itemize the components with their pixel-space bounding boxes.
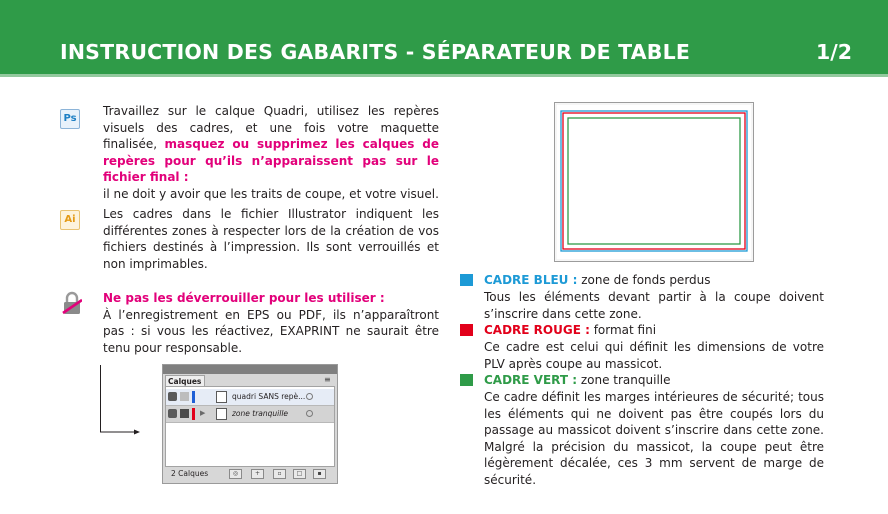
lock-toggle-icon[interactable] bbox=[180, 409, 189, 418]
red-swatch bbox=[460, 324, 473, 336]
warning-heading: Ne pas les déverrouiller pour les utiliser : bbox=[103, 291, 385, 305]
photoshop-instructions bbox=[103, 103, 439, 203]
lock-icon bbox=[62, 291, 82, 315]
layer-row[interactable] bbox=[166, 389, 334, 406]
green-desc: Ce cadre définit les marges intérieures de sécurité; tous les éléments qui ne doivent pas être coupés lors du passage au massicot doivent s’inscrire dans cette zone. Malgré la précision du massicot, la coupe peut être légèrement décalée, ces 3 mm servent de marge de sécurité. bbox=[484, 390, 824, 487]
photoshop-icon: Ps bbox=[60, 109, 80, 129]
layers-list bbox=[165, 386, 335, 467]
illustrator-instructions: Les cadres dans le fichier Illustrator indiquent les différentes zones à respecter lors de la création de vos fichiers destinés à l’impression. Ils sont verrouillés et non imprimables. bbox=[103, 207, 439, 271]
visibility-eye-icon[interactable] bbox=[168, 409, 177, 418]
trash-icon[interactable]: ▪ bbox=[313, 469, 326, 479]
frames-diagram bbox=[554, 102, 754, 262]
photoshop-emphasis: masquez ou supprimez les calques de repères pour qu’ils n’apparaissent pas sur le fichier final : bbox=[103, 137, 439, 185]
blue-label: zone de fonds perdus bbox=[577, 273, 711, 287]
red-key: CADRE ROUGE : bbox=[484, 323, 590, 337]
panel-menu-icon[interactable]: ≡ bbox=[324, 375, 331, 384]
photoshop-text-1: Travaillez sur le calque Quadri, utilisez les repères visuels des cadres, et une fois votre maquette finalisée, bbox=[103, 104, 439, 152]
layer-row[interactable] bbox=[166, 406, 334, 423]
green-key: CADRE VERT : bbox=[484, 373, 578, 387]
warning-block bbox=[103, 290, 439, 356]
illustrator-icon: Ai bbox=[60, 210, 80, 230]
layer-target-icon[interactable] bbox=[306, 393, 313, 400]
red-desc: Ce cadre est celui qui définit les dimensions de votre PLV après coupe au massicot. bbox=[484, 340, 824, 371]
panel-footer bbox=[165, 467, 335, 481]
lock-toggle-icon[interactable] bbox=[180, 392, 189, 401]
blue-swatch bbox=[460, 274, 473, 286]
visibility-eye-icon[interactable] bbox=[168, 392, 177, 401]
page-number: 1/2 bbox=[815, 40, 852, 64]
green-swatch bbox=[460, 374, 473, 386]
pointer-arrow bbox=[100, 365, 140, 439]
header-banner bbox=[0, 0, 888, 77]
warning-text: À l’enregistrement en EPS ou PDF, ils n’apparaîtront pas : si vous les réactivez, EXAPRINT ne saurait être tenu pour responsable. bbox=[103, 307, 439, 355]
expand-triangle-icon[interactable]: ▶ bbox=[200, 409, 206, 417]
layer-color-bar bbox=[192, 391, 195, 403]
panel-titlebar bbox=[163, 365, 337, 374]
layer-target-icon[interactable] bbox=[306, 410, 313, 417]
layer-name[interactable]: zone tranquille bbox=[232, 409, 289, 418]
tab-calques[interactable]: Calques bbox=[165, 375, 205, 386]
new-sublayer-icon[interactable]: ▫ bbox=[273, 469, 286, 479]
blue-desc: Tous les éléments devant partir à la coupe doivent s’inscrire dans cette zone. bbox=[484, 290, 824, 321]
layer-color-bar bbox=[192, 408, 195, 420]
layers-panel bbox=[162, 364, 338, 484]
red-label: format fini bbox=[589, 323, 657, 337]
clipping-mask-icon[interactable]: + bbox=[251, 469, 264, 479]
locate-object-icon[interactable]: ◎ bbox=[229, 469, 242, 479]
blue-key: CADRE BLEU : bbox=[484, 273, 578, 287]
layer-count: 2 Calques bbox=[171, 469, 209, 478]
green-label: zone tranquille bbox=[577, 373, 671, 387]
new-layer-icon[interactable]: □ bbox=[293, 469, 306, 479]
photoshop-text-2: il ne doit y avoir que les traits de coupe, et votre visuel. bbox=[103, 186, 439, 201]
layer-thumbnail bbox=[216, 391, 227, 403]
layer-thumbnail bbox=[216, 408, 227, 420]
page-title: INSTRUCTION DES GABARITS - SÉPARATEUR DE TABLE bbox=[60, 40, 691, 64]
layer-name[interactable]: quadri SANS repè... bbox=[232, 392, 306, 401]
